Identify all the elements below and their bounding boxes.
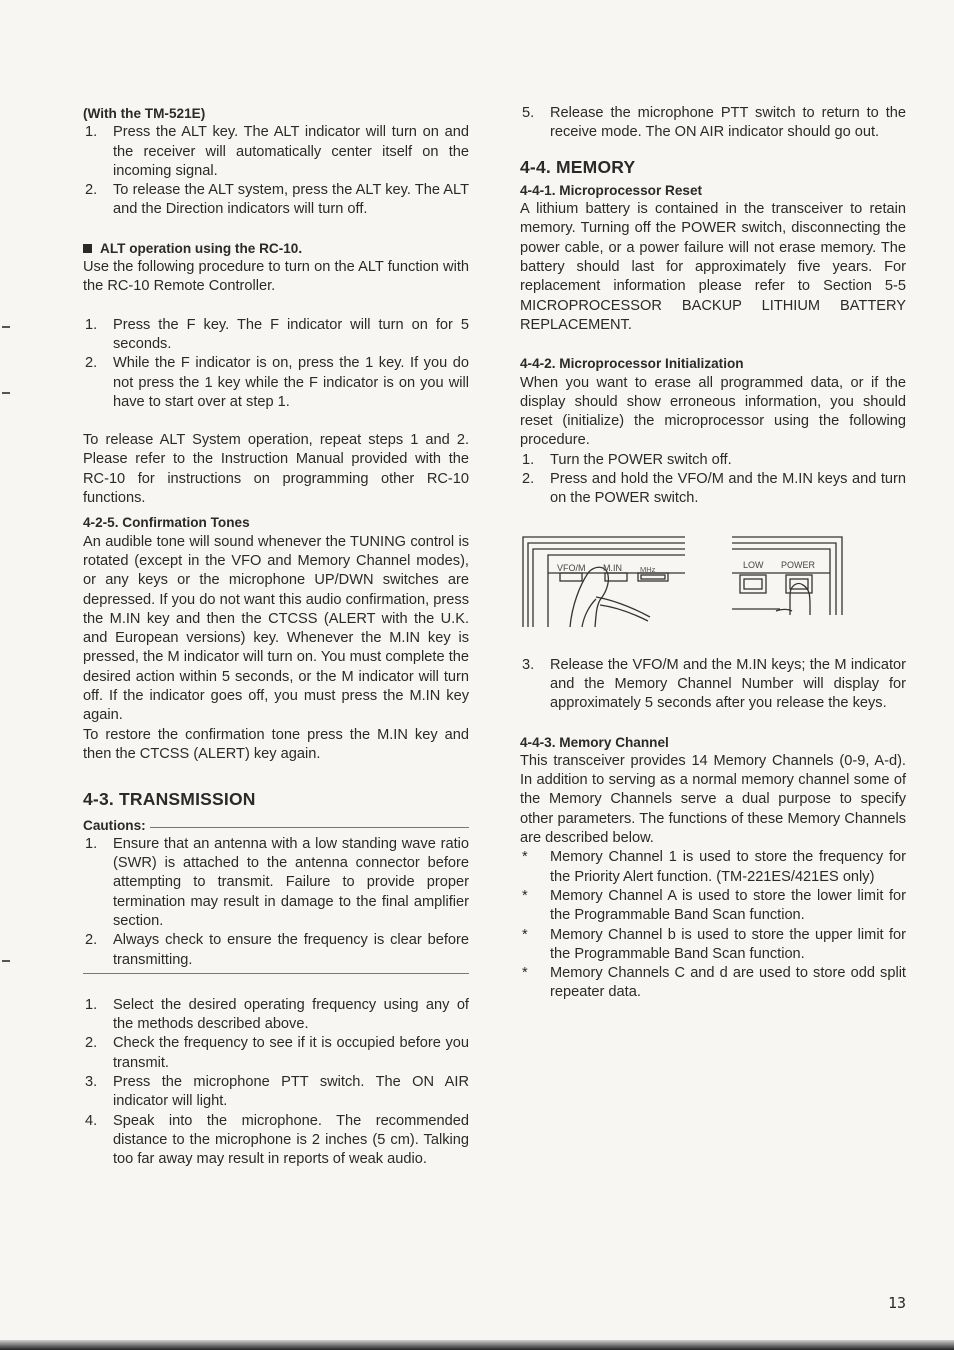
list-item: 1. Press the F key. The F indicator will turn on for 5 seconds. [85,316,469,352]
list-item: 2. While the F indicator is on, press the 1 key. If you do not press the 1 key while the F indicator is on you will have to start over at step 1. [85,355,469,410]
list-item: 1. Turn the POWER switch off. [522,451,732,468]
list-item: * Memory Channel b is used to store the upper limit for the Programmable Band Scan function. [522,926,906,962]
initialization-heading: 4-4-2. Microprocessor Initialization [520,356,744,372]
memory-channel-paragraph: This transceiver provides 14 Memory Channels (0-9, A-d). In addition to serving as a normal memory channel some of the Memory Channels serve a dual purpose to specify other parameters. The functions of these Memory Channels are described below. [520,752,906,847]
front-panel-illustration [520,535,906,635]
list-item: * Memory Channel A is used to store the lower limit for the Programmable Band Scan function. [522,887,906,924]
alt-rc10-heading: ALT operation using the RC-10. [83,239,469,258]
vfo-label: VFO/M [557,562,586,573]
list-item: 3. Press the microphone PTT switch. The ON AIR indicator will light. [85,1074,469,1110]
alt-rc10-intro: Use the following procedure to turn on the ALT function with the RC-10 Remote Controller. [83,259,469,295]
reset-paragraph: A lithium battery is contained in the transceiver to retain memory. Turning off the POWER switch, disconnecting the power cable, or a power failure will not erase memory. The battery should last for approximately five years. For replacement information please refer to Section 5-5 MICROPROCESSOR BACKUP LITHIUM BATTERY REPLACEMENT. [520,201,906,333]
list-item: 1. Select the desired operating frequency using any of the methods described above. [85,996,469,1033]
confirmation-paragraph-2: To restore the confirmation tone press the M.IN key and then the CTCSS (ALERT) key again. [83,726,469,762]
list-item: 2. Always check to ensure the frequency is clear before transmitting. [85,932,469,968]
cautions-label: Cautions: [83,816,469,835]
list-item: 3. Release the VFO/M and the M.IN keys; the M indicator and the Memory Channel Number will display for approximately 5 seconds after you release the keys. [522,656,906,712]
power-label: POWER [781,559,816,570]
transmission-heading: 4-3. TRANSMISSION [83,789,256,810]
front-panel-figure [520,535,906,635]
list-item: 2. Press and hold the VFO/M and the M.IN keys and turn on the POWER switch. [522,471,906,507]
reset-heading: 4-4-1. Microprocessor Reset [520,182,703,198]
memory-channel-heading: 4-4-3. Memory Channel [520,734,669,750]
list-item: * Memory Channel 1 is used to store the frequency for the Priority Alert function. (TM-221ES/421ES only) [522,849,906,885]
square-bullet-icon [83,244,92,253]
left-column [83,104,469,1170]
low-label: LOW [743,559,764,570]
tm521-heading: (With the TM-521E) [83,106,206,121]
initialization-paragraph: When you want to erase all programmed data, or if the display should show erroneous information, you should reset (initialize) the microprocessor using the following procedure. [520,374,906,449]
page-number: 13 [888,1294,907,1312]
binding-mark [2,960,10,962]
binding-mark [2,392,10,394]
confirmation-tones-heading: 4-2-5. Confirmation Tones [83,515,250,531]
list-item: 1. Press the ALT key. The ALT indicator will turn on and the receiver will automatically center itself on the incoming signal. [85,124,469,179]
right-column [520,104,906,1003]
alt-release-paragraph: To release ALT System operation, repeat steps 1 and 2. Please refer to the Instruction Manual provided with the RC-10 for instructions on programming other RC-10 functions. [83,432,469,507]
list-item: 5. Release the microphone PTT switch to return to the receive mode. The ON AIR indicator should go out. [522,105,906,141]
list-item: 2. Check the frequency to see if it is occupied before you transmit. [85,1035,469,1071]
mhz-label: MHz [640,564,656,574]
memory-heading: 4-4. MEMORY [520,156,636,177]
list-item: 1. Ensure that an antenna with a low standing wave ratio (SWR) is attached to the antenna connector before attempting to transmit. Failure to provide proper termination may result in damage to the final amplifier section. [85,835,469,929]
list-item: * Memory Channels C and d are used to store odd split repeater data. [522,965,906,1001]
list-item: 2. To release the ALT system, press the ALT key. The ALT and the Direction indicators will turn off. [85,182,469,218]
min-label: M.IN [603,562,622,573]
confirmation-paragraph-1: An audible tone will sound whenever the TUNING control is rotated (except in the VFO and Memory Channel modes), or any keys or the microphone UP/DWN switches are depressed. If you do not want this audio confirmation, press the M.IN key and then the CTCSS (ALERT with the U.K. and European versions) key. Whenever the M.IN key is pressed, the M indicator will turn on. You must complete the desired action within 5 seconds, or the M indicator will turn off. If the indicator goes off, you must press the M.IN key again. [83,533,469,724]
page-bottom-edge [0,1340,954,1350]
binding-mark [2,326,10,328]
list-item: 4. Speak into the microphone. The recommended distance to the microphone is 2 inches (5 cm). Talking too far away may result in reports of weak audio. [85,1112,469,1168]
divider [150,827,469,828]
